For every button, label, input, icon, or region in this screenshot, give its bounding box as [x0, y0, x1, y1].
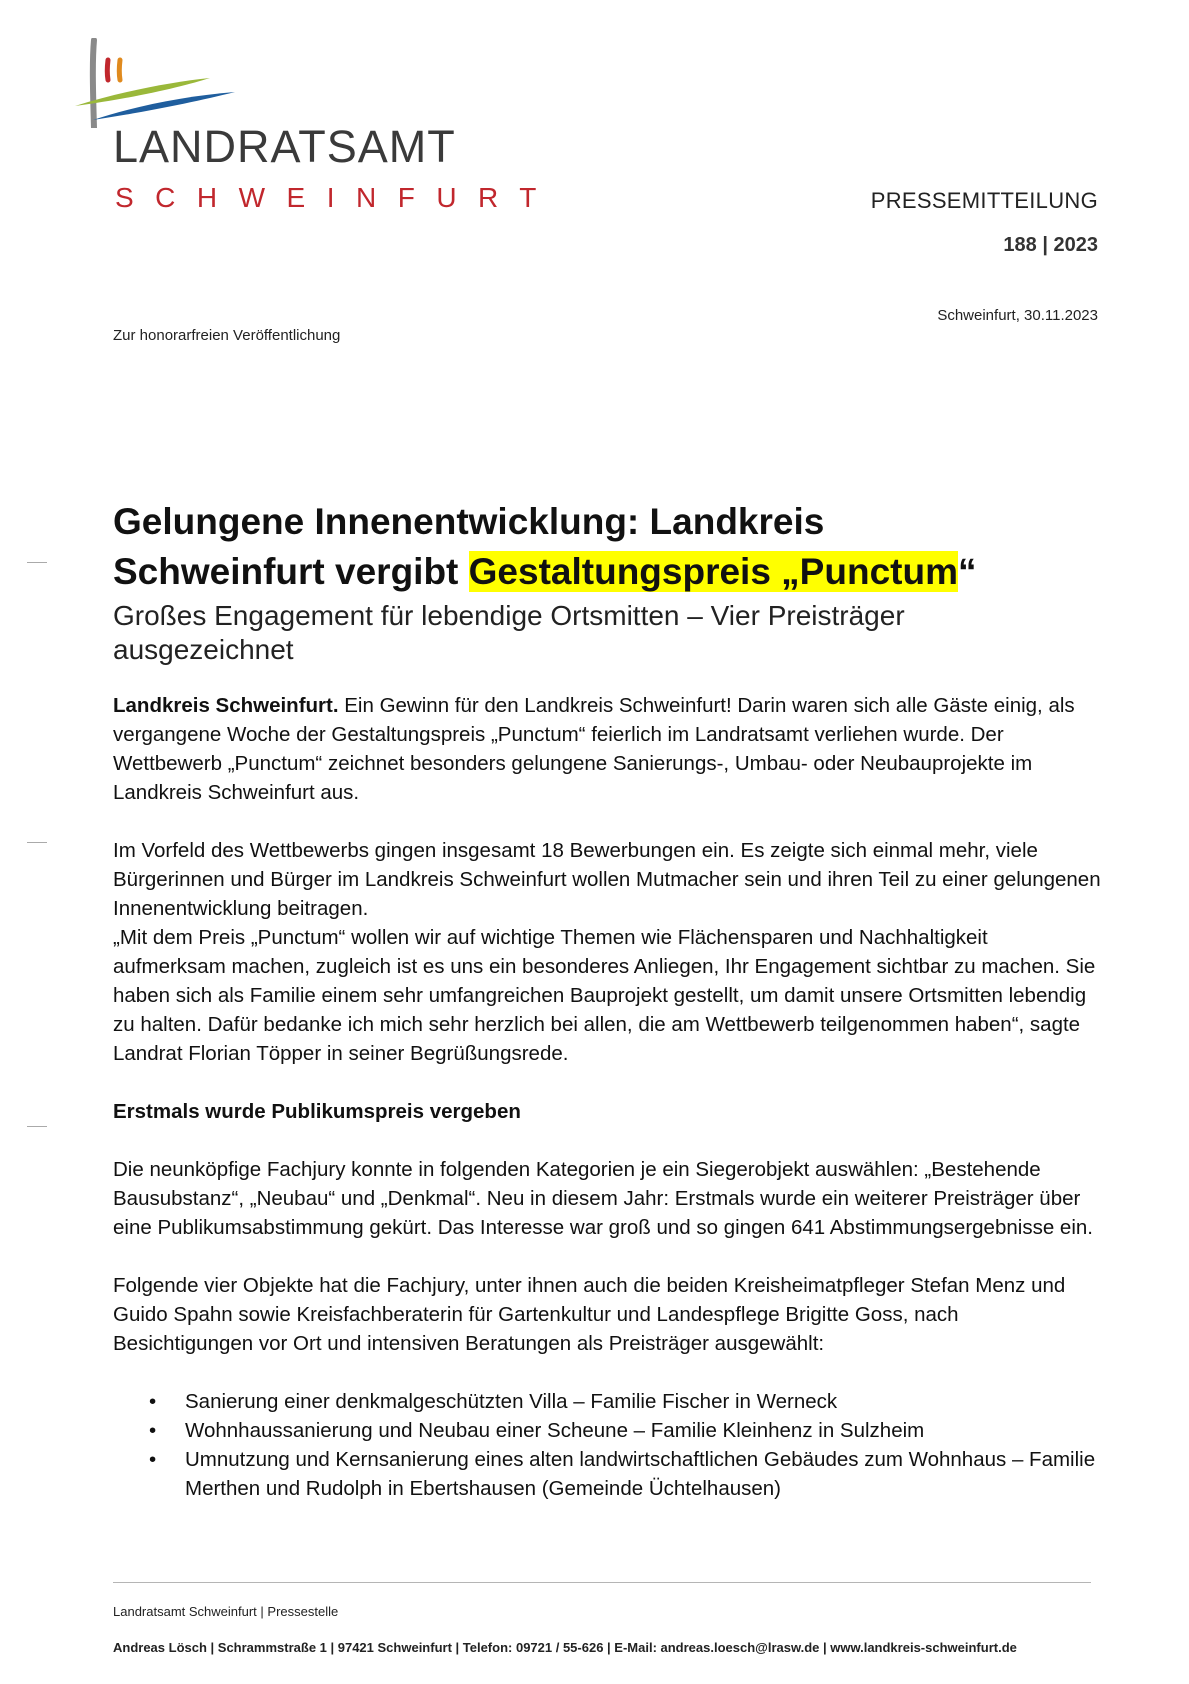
list-item: • Wohnhaussanierung und Neubau einer Scheune – Familie Kleinhenz in Sulzheim: [113, 1416, 1103, 1445]
paragraph-2: Im Vorfeld des Wettbewerbs gingen insgesamt 18 Bewerbungen ein. Es zeigte sich einmal mehr, viele Bürgerinnen und Bürger im Landkreis Schweinfurt wollen Mutmacher sein und ihren Teil zu einer gelungenen Innenentwicklung beitragen.: [113, 839, 1101, 920]
paragraph-3-quote: „Mit dem Preis „Punctum“ wollen wir auf wichtige Themen wie Flächensparen und Nachhaltigkeit aufmerksam machen, zugleich ist es uns ein besonderes Anliegen, Ihr Engagement sichtbar zu machen. Sie haben sich als Familie einem sehr umfangreichen Bauprojekt gestellt, um damit unsere Ortsmitten lebendig zu halten. Dafür bedanke ich mich sehr herzlich bei allen, die am Wettbewerb teilgenommen haben“, sagte Landrat Florian Töpper in seiner Begrüßungsrede.: [113, 926, 1096, 1065]
fold-mark-top: [27, 562, 47, 563]
logo-subtitle: SCHWEINFURT: [115, 182, 558, 213]
footer-contact: Andreas Lösch | Schrammstraße 1 | 97421 Schweinfurt | Telefon: 09721 / 55-626 | E-Mail: andreas.loesch@lrasw.de | www.landkreis-schweinfurt.de: [113, 1640, 1017, 1655]
title-line-2-suffix: “: [957, 551, 977, 592]
article-subtitle: Großes Engagement für lebendige Ortsmitten – Vier Preisträger ausgezeichnet: [113, 600, 905, 665]
section-subheading: Erstmals wurde Publikumspreis vergeben: [113, 1100, 521, 1123]
press-release-number: 188 | 2023: [1003, 234, 1098, 256]
footer-divider: [113, 1582, 1091, 1583]
bullet-icon: •: [149, 1448, 157, 1471]
logo-brush-strokes-icon: [75, 38, 315, 128]
footer-department: Landratsamt Schweinfurt | Pressestelle: [113, 1604, 339, 1619]
paragraph-5: Folgende vier Objekte hat die Fachjury, unter ihnen auch die beiden Kreisheimatpfleger Stefan Menz und Guido Spahn sowie Kreisfachberaterin für Gartenkultur und Landespflege Brigitte Goss, nach Besichtigungen vor Ort und intensiven Beratungen als Preisträger ausgewählt:: [113, 1274, 1066, 1355]
punch-mark: [27, 842, 47, 843]
fold-mark-bottom: [27, 1126, 47, 1127]
winners-list: [113, 1387, 1103, 1503]
release-date: Schweinfurt, 30.11.2023: [937, 307, 1098, 324]
article-body: [113, 497, 1103, 1503]
lead-text: Ein Gewinn für den Landkreis Schweinfurt! Darin waren sich alle Gäste einig, als vergangene Woche der Gestaltungspreis „Punctum“ feierlich im Landratsamt verliehen wurde. Der Wettbewerb „Punctum“ zeichnet besonders gelungene Sanierungs-, Umbau- oder Neubauprojekte im Landkreis Schweinfurt aus.: [113, 694, 1075, 804]
list-item: • Sanierung einer denkmalgeschützten Villa – Familie Fischer in Werneck: [113, 1387, 1103, 1416]
title-line-1: Gelungene Innenentwicklung: Landkreis: [113, 501, 825, 542]
lead-paragraph: [113, 691, 1103, 807]
title-highlight: Gestaltungspreis „Punctum: [468, 551, 958, 592]
title-line-2-prefix: Schweinfurt vergibt: [113, 551, 469, 592]
press-release-label: PRESSEMITTEILUNG: [870, 188, 1098, 213]
landratsamt-logo: [75, 38, 558, 218]
lead-dateline: Landkreis Schweinfurt.: [113, 694, 339, 717]
release-note: Zur honorarfreien Veröffentlichung: [113, 327, 341, 344]
article-title: [113, 497, 1103, 597]
bullet-icon: •: [149, 1390, 157, 1413]
paragraph-4: Die neunköpfige Fachjury konnte in folgenden Kategorien je ein Siegerobjekt auswählen: „Bestehende Bausubstanz“, „Neubau“ und „Denkmal“. Neu in diesem Jahr: Erstmals wurde ein weiterer Preisträger über eine Publikumsabstimmung gekürt. Das Interesse war groß und so gingen 641 Abstimmungsergebnisse ein.: [113, 1158, 1093, 1239]
bullet-icon: •: [149, 1419, 157, 1442]
logo-wordmark: LANDRATSAMT: [113, 121, 456, 172]
list-item: • Umnutzung und Kernsanierung eines alten landwirtschaftlichen Gebäudes zum Wohnhaus – Familie Merthen und Rudolph in Ebertshausen (Gemeinde Üchtelhausen): [113, 1445, 1103, 1503]
